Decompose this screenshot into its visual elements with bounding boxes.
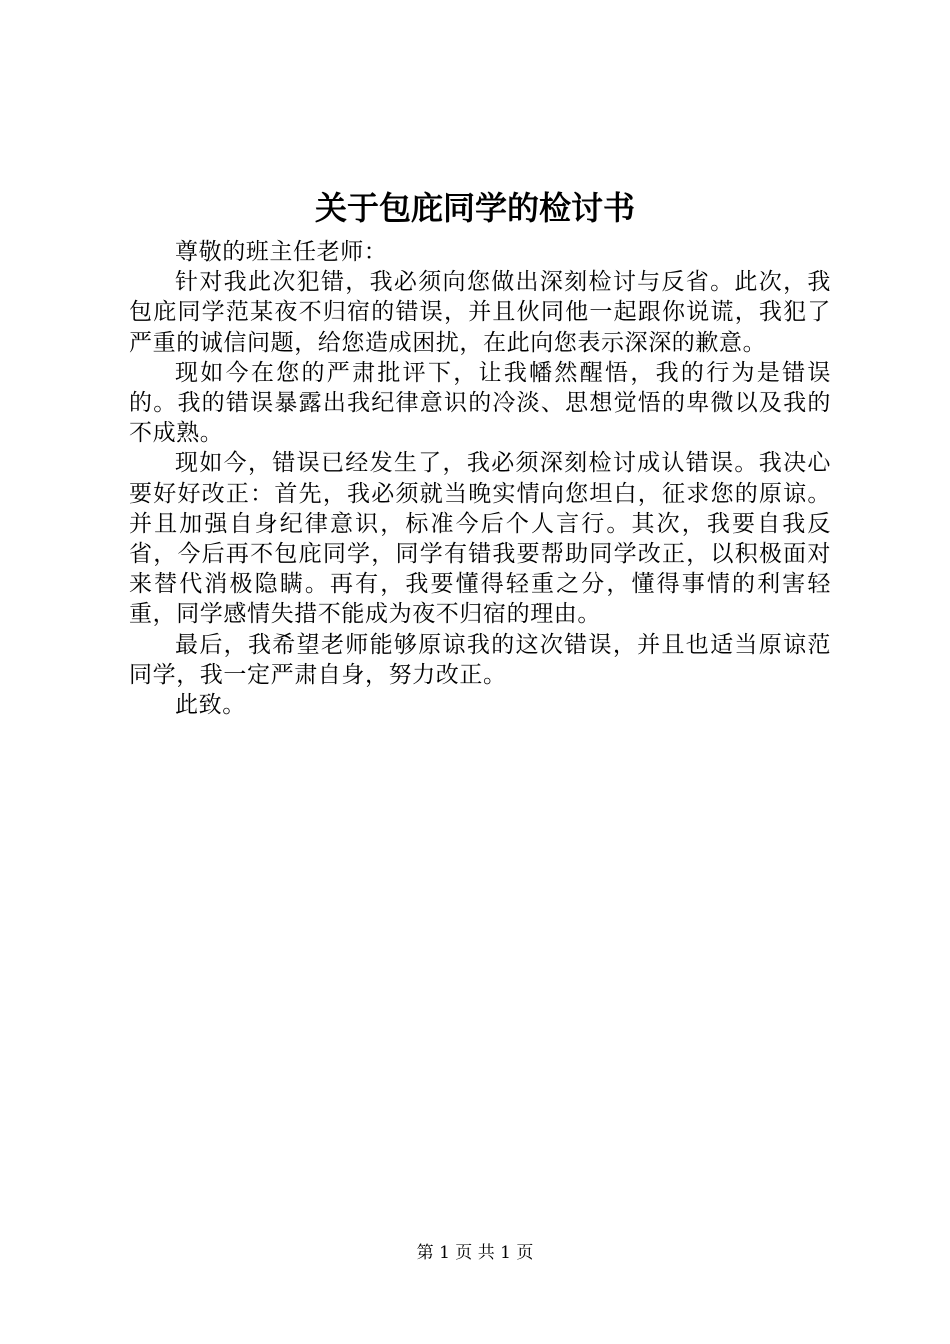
document-title: 关于包庇同学的检讨书 — [314, 189, 635, 227]
closing-line: 此致。 — [175, 692, 246, 719]
document-body — [129, 237, 831, 720]
paragraph-1: 针对我此次犯错，我必须向您做出深刻检讨与反省。此次，我包庇同学范某夜不归宿的错误，并且伙同他一起跟你说谎，我犯了严重的诚信问题，给您造成困扰，在此向您表示深深的歉意。 — [129, 269, 831, 356]
salutation: 尊敬的班主任老师： — [175, 239, 388, 265]
page-footer: 第 1 页 共 1 页 — [416, 1243, 534, 1263]
paragraph-3: 现如今，错误已经发生了，我必须深刻检讨成认错误。我决心要好好改正：首先，我必须就当晚实情向您坦白，征求您的原谅。并且加强自身纪律意识，标准今后个人言行。其次，我要自我反省，今后再不包庇同学，同学有错我要帮助同学改正，以积极面对来替代消极隐瞒。再有，我要懂得轻重之分，懂得事情的利害轻重，同学感情失措不能成为夜不归宿的理由。 — [129, 450, 831, 628]
paragraph-2: 现如今在您的严肃批评下，让我幡然醒悟，我的行为是错误的。我的错误暴露出我纪律意识的冷淡、思想觉悟的卑微以及我的不成熟。 — [129, 359, 831, 447]
paragraph-4: 最后，我希望老师能够原谅我的这次错误，并且也适当原谅范同学，我一定严肃自身，努力改正。 — [129, 631, 831, 688]
